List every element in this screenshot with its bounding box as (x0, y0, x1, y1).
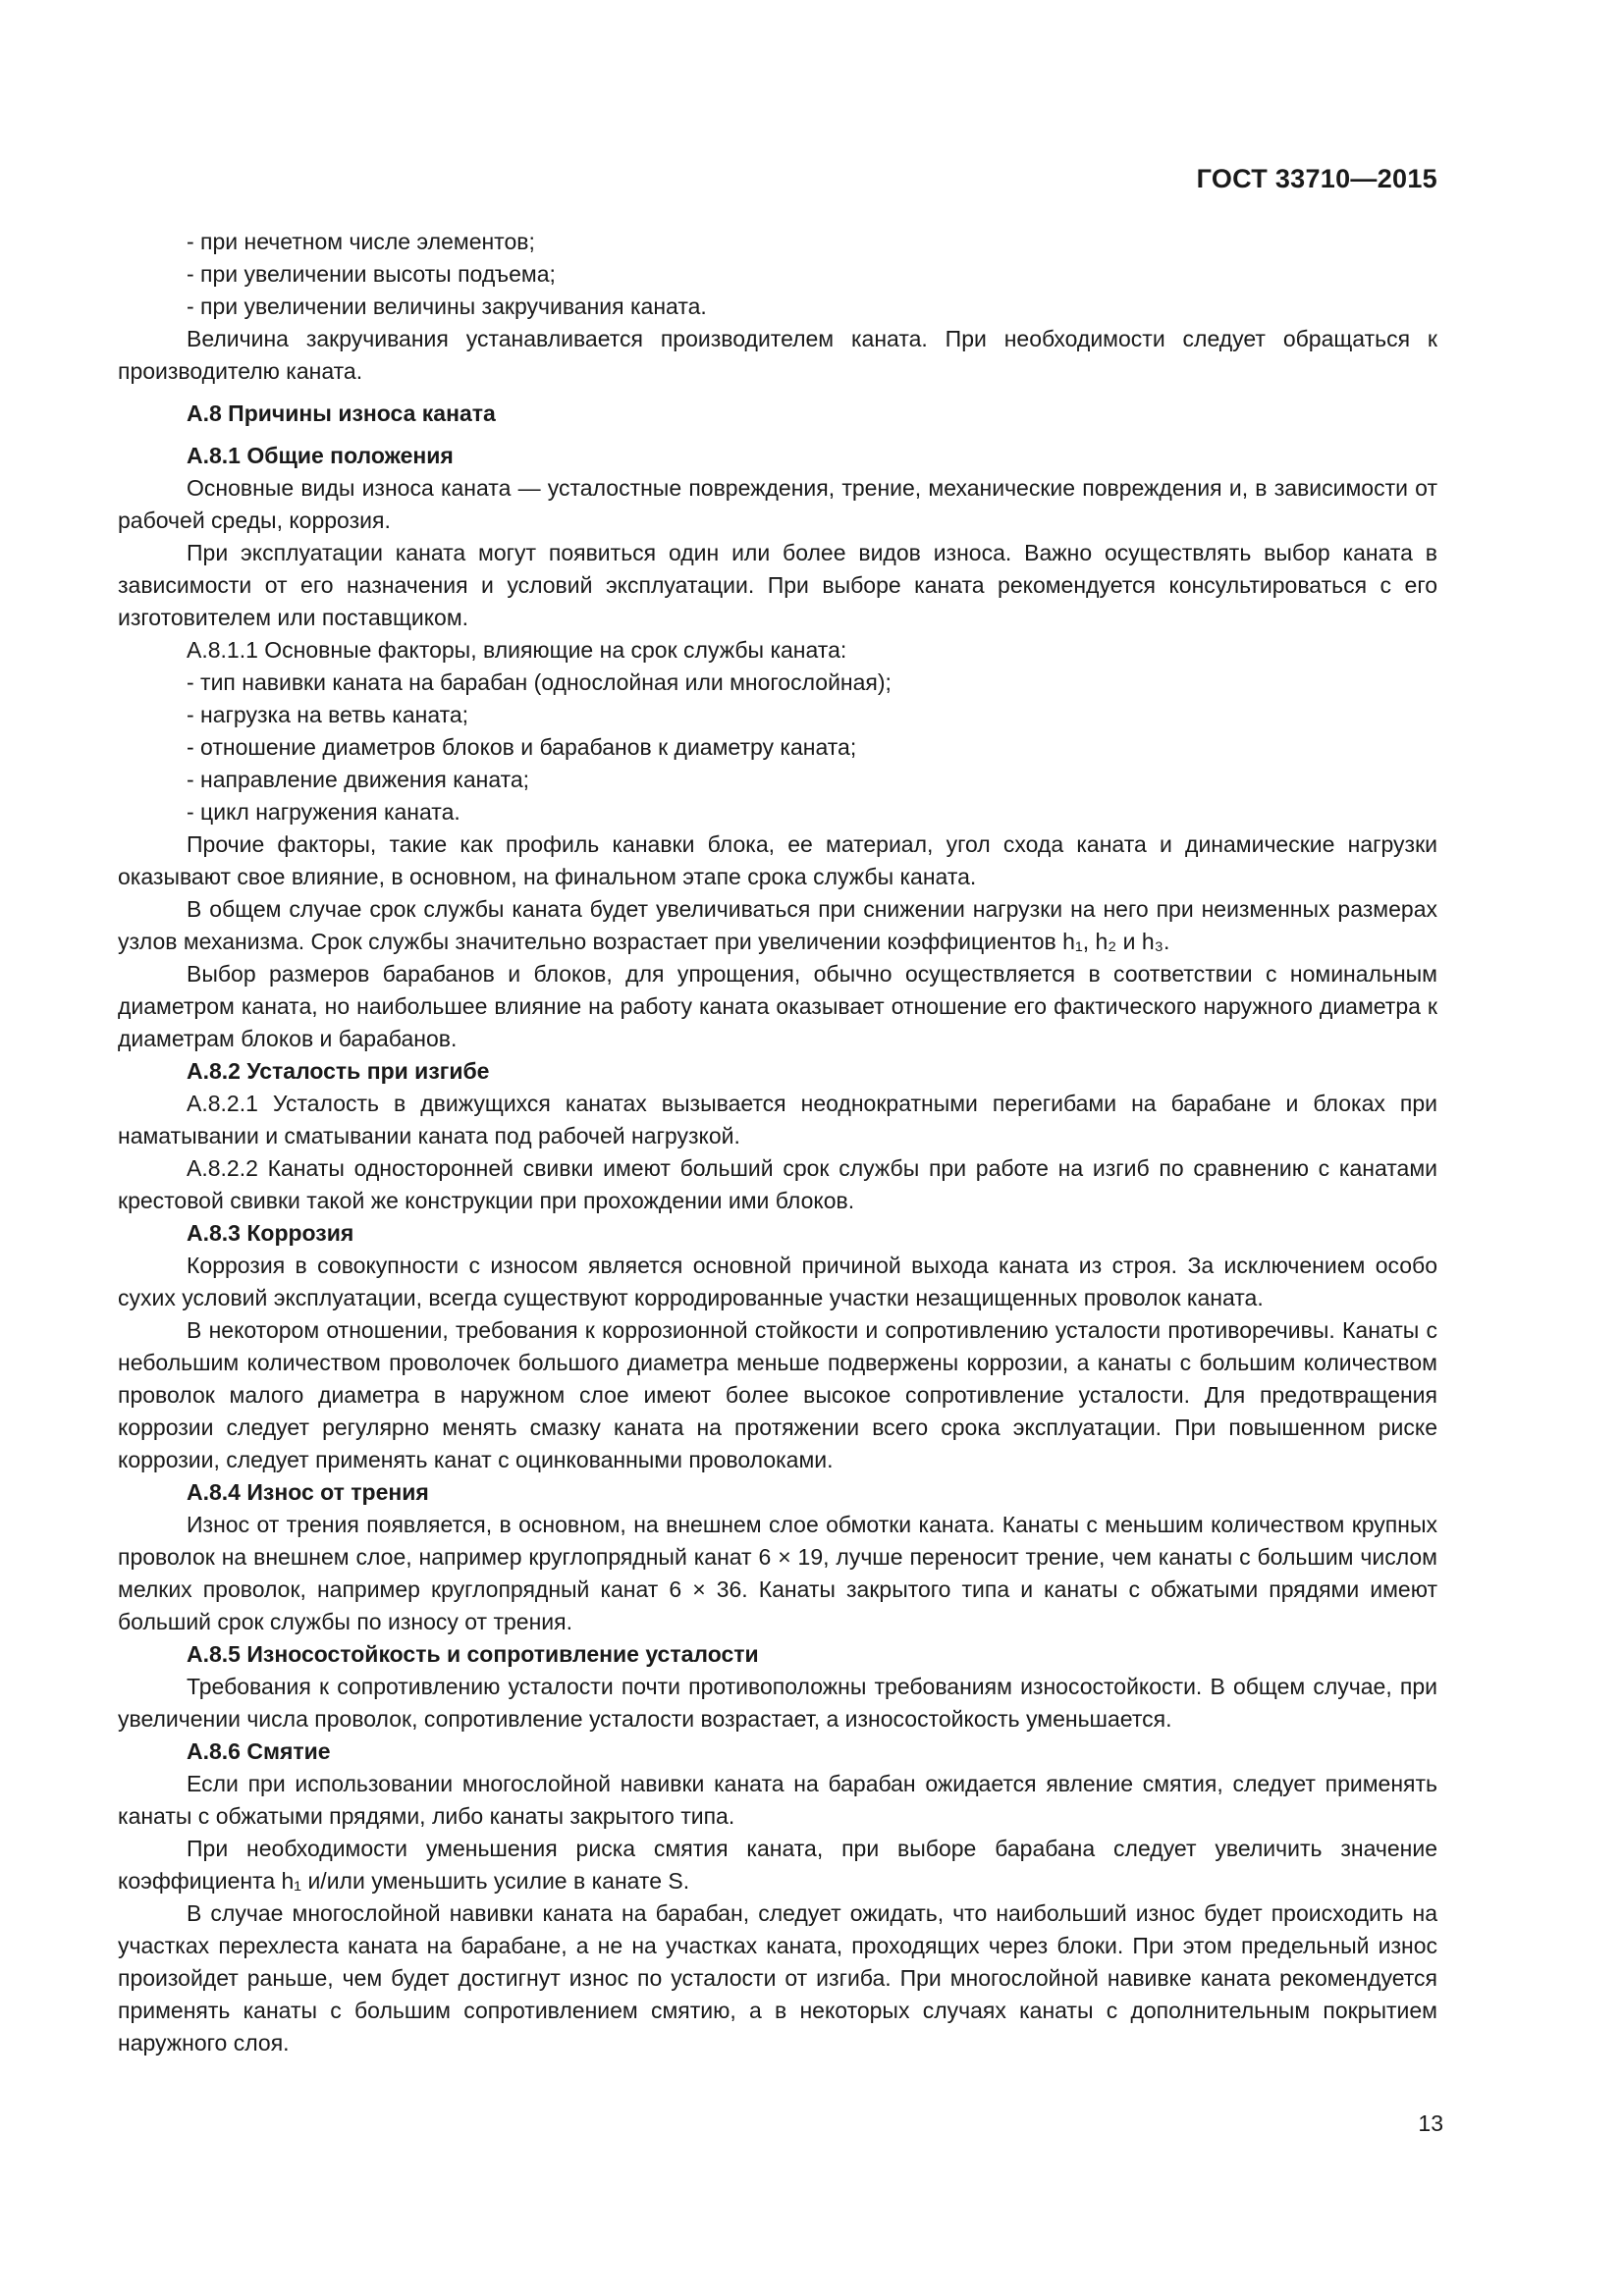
body-paragraph: При необходимости уменьшения риска смятия каната, при выборе барабана следует увеличить значение коэффициента h₁ и/или уменьшить усилие в канате S. (118, 1836, 1437, 1894)
body-paragraph: - цикл нагружения каната. (187, 799, 460, 825)
section-heading: А.8.2 Усталость при изгибе (187, 1058, 490, 1084)
section-heading: А.8 Причины износа каната (187, 400, 496, 426)
body-paragraph: Величина закручивания устанавливается производителем каната. При необходимости следует обращаться к производителю каната. (118, 326, 1437, 384)
body-paragraph: - отношение диаметров блоков и барабанов к диаметру каната; (187, 734, 857, 760)
body-paragraph: А.8.2.2 Канаты односторонней свивки имеют больший срок службы при работе на изгиб по сравнению с канатами крестовой свивки такой же конструкции при прохождении ими блоков. (118, 1155, 1437, 1213)
body-paragraph: Если при использовании многослойной навивки каната на барабан ожидается явление смятия, следует применять канаты с обжатыми прядями, либо канаты закрытого типа. (118, 1771, 1437, 1829)
body-paragraph: А.8.1.1 Основные факторы, влияющие на срок службы каната: (187, 637, 847, 663)
body-paragraph: Прочие факторы, такие как профиль канавки блока, ее материал, угол схода каната и динамические нагрузки оказывают свое влияние, в основном, на финальном этапе срока службы каната. (118, 831, 1437, 889)
body-paragraph: - при увеличении величины закручивания каната. (187, 294, 707, 319)
body-paragraph: - при нечетном числе элементов; (187, 229, 535, 254)
document-body (118, 226, 1437, 2059)
body-paragraph: Требования к сопротивлению усталости почти противоположны требованиям износостойкости. В общем случае, при увеличении числа проволок, сопротивление усталости возрастает, а износостойкость уменьшается. (118, 1674, 1437, 1732)
section-heading: А.8.5 Износостойкость и сопротивление усталости (187, 1641, 759, 1667)
section-heading: А.8.6 Смятие (187, 1738, 331, 1764)
page-number: 13 (1418, 2110, 1443, 2136)
body-paragraph: Основные виды износа каната — усталостные повреждения, трение, механические повреждения и, в зависимости от рабочей среды, коррозия. (118, 475, 1437, 533)
section-heading: А.8.4 Износ от трения (187, 1479, 429, 1505)
section-heading: А.8.3 Коррозия (187, 1220, 354, 1246)
body-paragraph: - при увеличении высоты подъема; (187, 261, 556, 287)
body-paragraph: В общем случае срок службы каната будет увеличиваться при снижении нагрузки на него при неизменных размерах узлов механизма. Срок службы значительно возрастает при увеличении коэффициентов h₁, h₂ и h₃. (118, 896, 1437, 954)
body-paragraph: При эксплуатации каната могут появиться один или более видов износа. Важно осуществлять выбор каната в зависимости от его назначения и условий эксплуатации. При выборе каната рекомендуется консультироваться с его изготовителем или поставщиком. (118, 540, 1437, 630)
section-heading: А.8.1 Общие положения (187, 443, 454, 468)
body-paragraph: В некотором отношении, требования к коррозионной стойкости и сопротивлению усталости противоречивы. Канаты с небольшим количеством проволочек большого диаметра меньше подвержены коррозии, а канаты с большим количеством проволок малого диаметра в наружном слое имеют более высокое сопротивление усталости. Для предотвращения коррозии следует регулярно менять смазку каната на протяжении всего срока эксплуатации. При повышенном риске коррозии, следует применять канат с оцинкованными проволоками. (118, 1317, 1437, 1472)
body-paragraph: - тип навивки каната на барабан (однослойная или многослойная); (187, 669, 892, 695)
body-paragraph: Коррозия в совокупности с износом является основной причиной выхода каната из строя. За исключением особо сухих условий эксплуатации, всегда существуют корродированные участки незащищенных проволок каната. (118, 1253, 1437, 1310)
body-paragraph: В случае многослойной навивки каната на барабан, следует ожидать, что наибольший износ будет происходить на участках перехлеста каната на барабане, а не на участках каната, проходящих через блоки. При этом предельный износ произойдет раньше, чем будет достигнут износ по усталости от изгиба. При многослойной навивке каната рекомендуется применять канаты с большим сопротивлением смятию, а в некоторых случаях канаты с дополнительным покрытием наружного слоя. (118, 1900, 1437, 2056)
body-paragraph: - направление движения каната; (187, 767, 530, 792)
body-paragraph: А.8.2.1 Усталость в движущихся канатах вызывается неоднократными перегибами на барабане и блоках при наматывании и сматывании каната под рабочей нагрузкой. (118, 1091, 1437, 1148)
body-paragraph: Выбор размеров барабанов и блоков, для упрощения, обычно осуществляется в соответствии с номинальным диаметром каната, но наибольшее влияние на работу каната оказывает отношение его фактического наружного диаметра к диаметрам блоков и барабанов. (118, 961, 1437, 1051)
document-header-id: ГОСТ 33710—2015 (1196, 164, 1437, 193)
body-paragraph: - нагрузка на ветвь каната; (187, 702, 469, 727)
body-paragraph: Износ от трения появляется, в основном, на внешнем слое обмотки каната. Канаты с меньшим количеством крупных проволок на внешнем слое, например круглопрядный канат 6 × 19, лучше переносит трение, чем канаты с большим числом мелких проволок, например круглопрядный канат 6 × 36. Канаты закрытого типа и канаты с обжатыми прядями имеют больший срок службы по износу от трения. (118, 1512, 1437, 1634)
